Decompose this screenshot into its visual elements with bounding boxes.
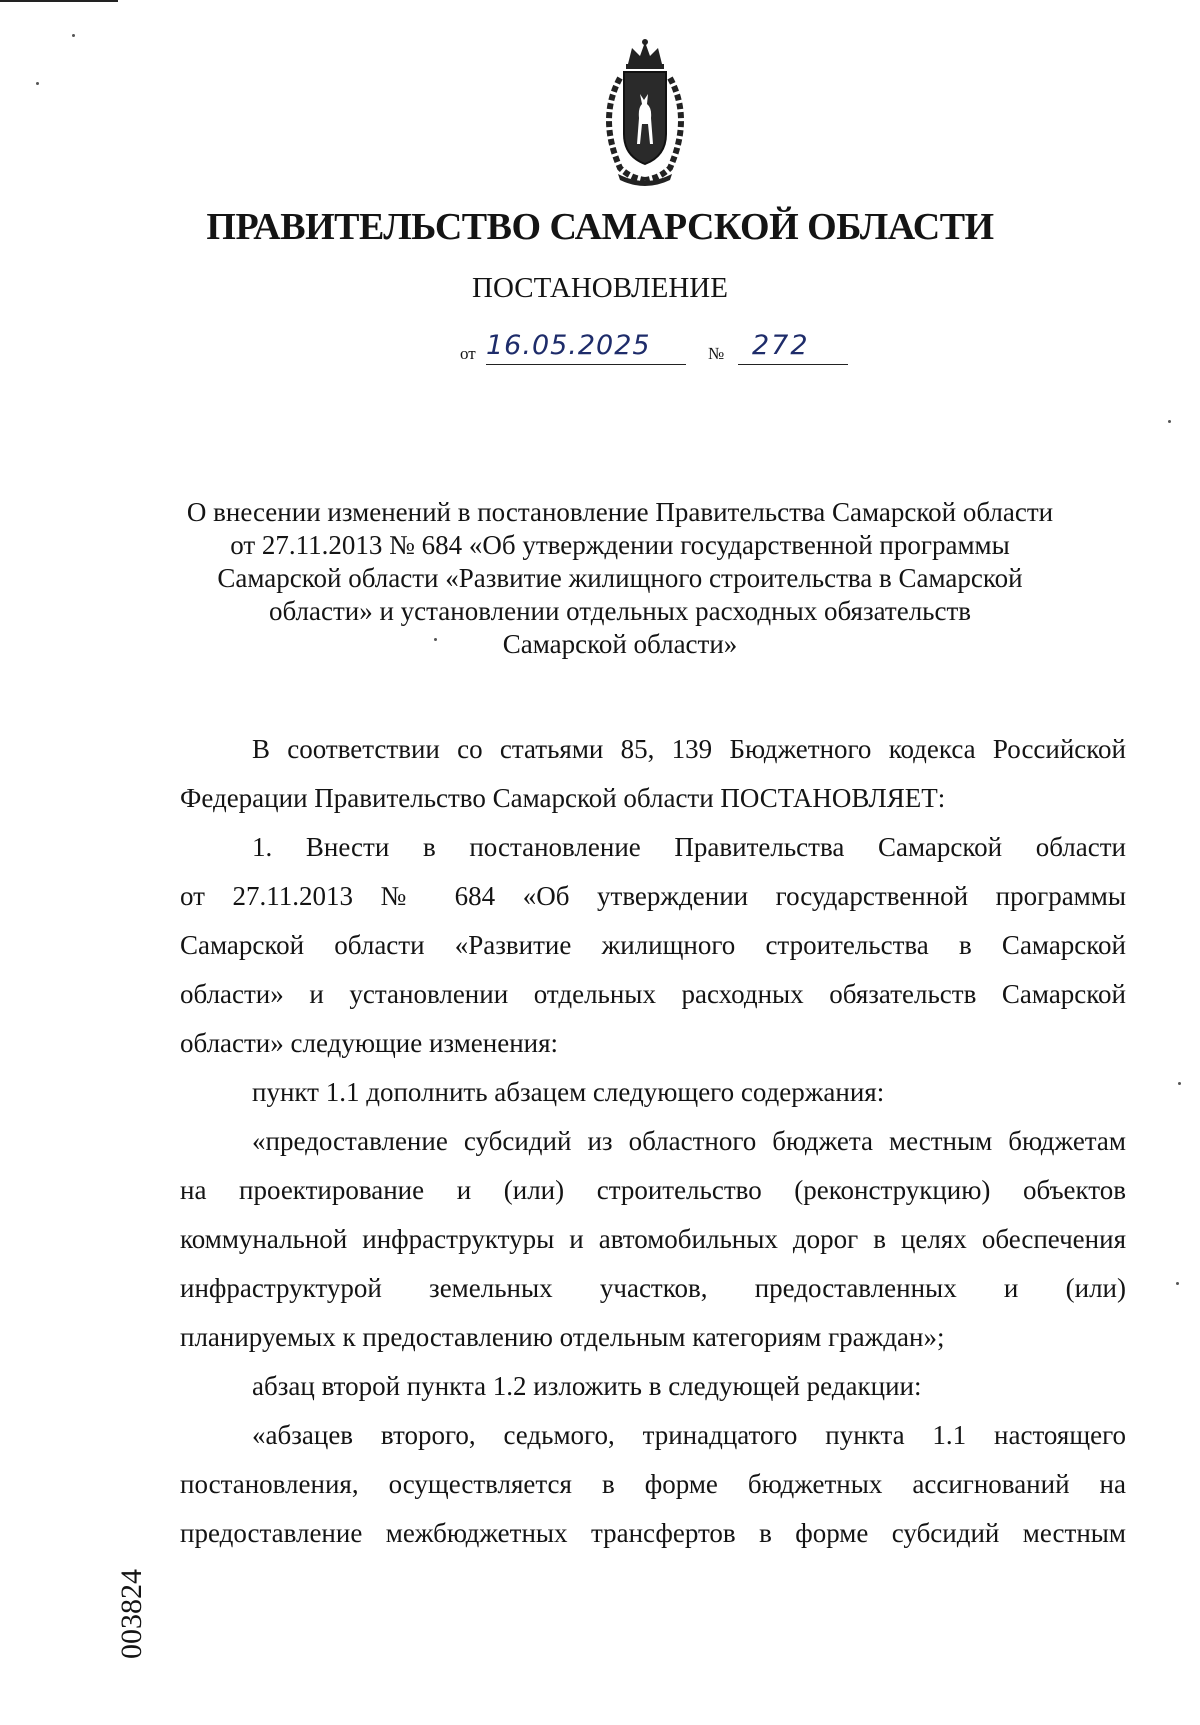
body-line: В соответствии со статьями 85, 139 Бюджетного кодекса Российской (252, 734, 1126, 764)
body-line: Самарской области «Развитие жилищного строительства в Самарской (180, 930, 1126, 960)
scan-speck (1168, 420, 1171, 423)
body-line: от 27.11.2013 № 684 «Об утверждении государственной программы (180, 881, 1126, 911)
date-underline (486, 364, 686, 365)
body-line: коммунальной инфраструктуры и автомобильных дорог в целях обеспечения (180, 1224, 1126, 1254)
organization-title: ПРАВИТЕЛЬСТВО САМАРСКОЙ ОБЛАСТИ (206, 206, 994, 248)
scan-speck (72, 34, 75, 37)
coat-of-arms-emblem (590, 38, 700, 186)
body-line: Федерации Правительство Самарской области ПОСТАНОВЛЯЕТ: (180, 783, 946, 813)
body-line: области» следующие изменения: (180, 1028, 559, 1058)
handwritten-date: 16.05.2025 (486, 330, 651, 361)
registration-number-text: 003824 (115, 1569, 148, 1659)
subject-line: Самарской области «Развитие жилищного строительства в Самарской (217, 563, 1023, 593)
body-line: на проектирование и (или) строительство (реконструкцию) объектов (180, 1175, 1126, 1205)
document-date-number (452, 330, 852, 370)
body-line: абзац второй пункта 1.2 изложить в следующей редакции: (252, 1371, 922, 1401)
body-line: инфраструктурой земельных участков, предоставленных и (или) (180, 1273, 1126, 1303)
body-line: области» и установлении отдельных расходных обязательств Самарской (180, 979, 1126, 1009)
body-line: постановления, осуществляется в форме бюджетных ассигнований на (180, 1469, 1126, 1499)
date-prefix: от (460, 344, 476, 363)
scan-speck (36, 82, 39, 85)
scan-speck (1178, 1082, 1181, 1085)
subject-line: Самарской области» (502, 629, 738, 659)
document-subject (180, 496, 1060, 661)
body-line: пункт 1.1 дополнить абзацем следующего содержания: (252, 1077, 885, 1107)
subject-line: от 27.11.2013 № 684 «Об утверждении государственной программы (230, 530, 1010, 560)
subject-line: области» и установлении отдельных расходных обязательств (268, 596, 972, 626)
scan-speck (1176, 1282, 1179, 1285)
subject-line: О внесении изменений в постановление Правительства Самарской области (186, 497, 1054, 527)
number-label: № (708, 344, 725, 363)
document-type: ПОСТАНОВЛЕНИЕ (472, 272, 728, 304)
body-line: предоставление межбюджетных трансфертов в форме субсидий местным (180, 1518, 1126, 1548)
scan-border-line (0, 0, 118, 2)
document-body (180, 725, 1126, 1558)
body-line: «абзацев второго, седьмого, тринадцатого пункта 1.1 настоящего (252, 1420, 1126, 1450)
body-line: «предоставление субсидий из областного бюджета местным бюджетам (252, 1126, 1126, 1156)
number-underline (738, 364, 848, 365)
body-line: планируемых к предоставлению отдельным категориям граждан»; (180, 1322, 945, 1352)
body-line: 1. Внести в постановление Правительства Самарской области (252, 832, 1126, 862)
handwritten-number: 272 (752, 330, 810, 361)
